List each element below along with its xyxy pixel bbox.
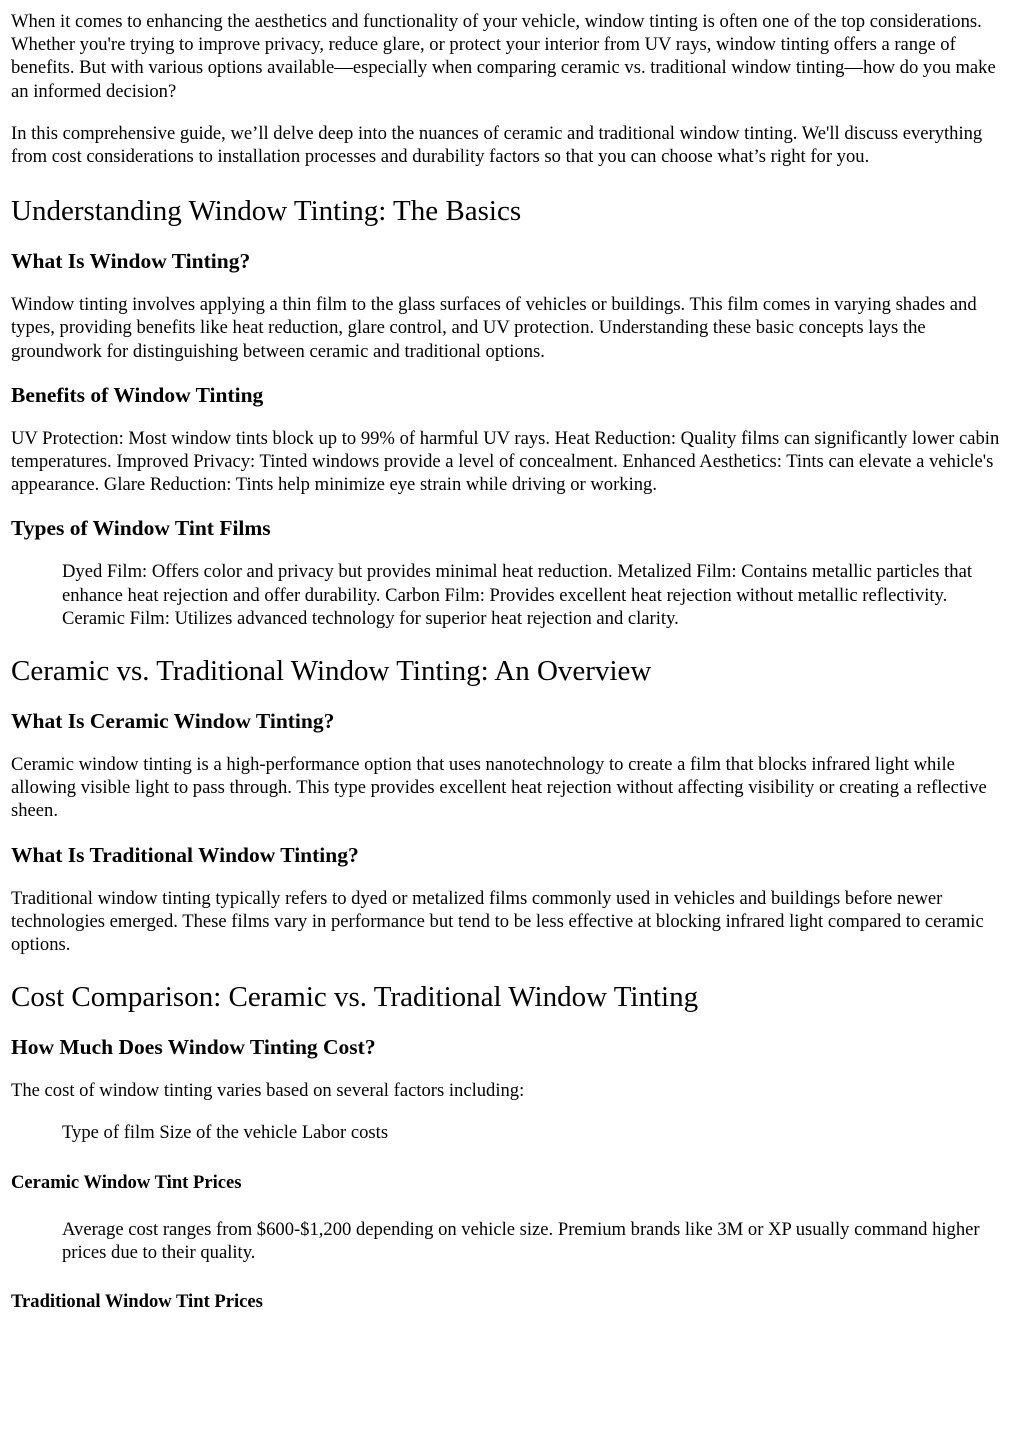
subheading-what-is-tinting: What Is Window Tinting? <box>11 249 251 274</box>
ceramic-text: Ceramic window tinting is a high-performance option that uses nanotechnology to create a film that blocks infrared light while allowing visible light to pass through. This type provides excellent heat rejection without affecting visibility or creating a reflective sheen. <box>11 754 987 822</box>
subheading-benefits: Benefits of Window Tinting <box>11 382 264 407</box>
how-much-text: The cost of window tinting varies based on several factors including: <box>11 1080 525 1102</box>
subheading-ceramic-prices: Ceramic Window Tint Prices <box>11 1171 242 1193</box>
intro-paragraph-1: When it comes to enhancing the aesthetics and functionality of your vehicle, window tinting is often one of the top considerations. Whether you're trying to improve privacy, reduce glare, or protect your interior from UV rays, window tinting offers a range of benefits. But with various options available—especially when comparing ceramic vs. traditional window tinting—how do you make an informed decision? <box>11 11 996 102</box>
section-heading-overview: Ceramic vs. Traditional Window Tinting: An Overview <box>11 655 652 688</box>
ceramic-prices-list: Average cost ranges from $600-$1,200 depending on vehicle size. Premium brands like 3M or XP usually command higher prices due to their quality. <box>62 1218 980 1263</box>
what-is-tinting-text: Window tinting involves applying a thin film to the glass surfaces of vehicles or buildings. This film comes in varying shades and types, providing benefits like heat reduction, glare control, and UV protection. Understanding these basic concepts lays the groundwork for distinguishing between ceramic and traditional options. <box>11 294 977 362</box>
intro-paragraph-2: In this comprehensive guide, we’ll delve deep into the nuances of ceramic and traditional window tinting. We'll discuss everything from cost considerations to installation processes and durability factors so that you can choose what’s right for you. <box>11 122 983 168</box>
subheading-types: Types of Window Tint Films <box>11 516 271 541</box>
subheading-traditional-prices: Traditional Window Tint Prices <box>11 1291 263 1313</box>
section-heading-basics: Understanding Window Tinting: The Basics <box>11 195 522 228</box>
subheading-ceramic: What Is Ceramic Window Tinting? <box>11 709 335 734</box>
cost-factors-list: Type of film Size of the vehicle Labor costs <box>62 1122 389 1144</box>
subheading-traditional: What Is Traditional Window Tinting? <box>11 842 359 867</box>
subheading-how-much: How Much Does Window Tinting Cost? <box>11 1035 376 1060</box>
traditional-text: Traditional window tinting typically refers to dyed or metalized films commonly used in vehicles and buildings before newer technologies emerged. These films vary in performance but tend to be less effective at blocking infrared light compared to ceramic options. <box>11 887 984 956</box>
section-heading-cost: Cost Comparison: Ceramic vs. Traditional Window Tinting <box>11 981 699 1014</box>
types-list: Dyed Film: Offers color and privacy but provides minimal heat reduction. Metalized Film: Contains metallic particles that enhance heat rejection and offer durability. Carbon Film: Provides excellent heat rejection without metallic reflectivity. Ceramic Film: Utilizes advanced technology for superior heat rejection and clarity. <box>62 561 973 629</box>
benefits-text: UV Protection: Most window tints block up to 99% of harmful UV rays. Heat Reduction: Quality films can significantly lower cabin temperatures. Improved Privacy: Tinted windows provide a level of concealment. Enhanced Aesthetics: Tints can elevate a vehicle's appearance. Glare Reduction: Tints help minimize eye strain while driving or working. <box>11 427 1000 496</box>
